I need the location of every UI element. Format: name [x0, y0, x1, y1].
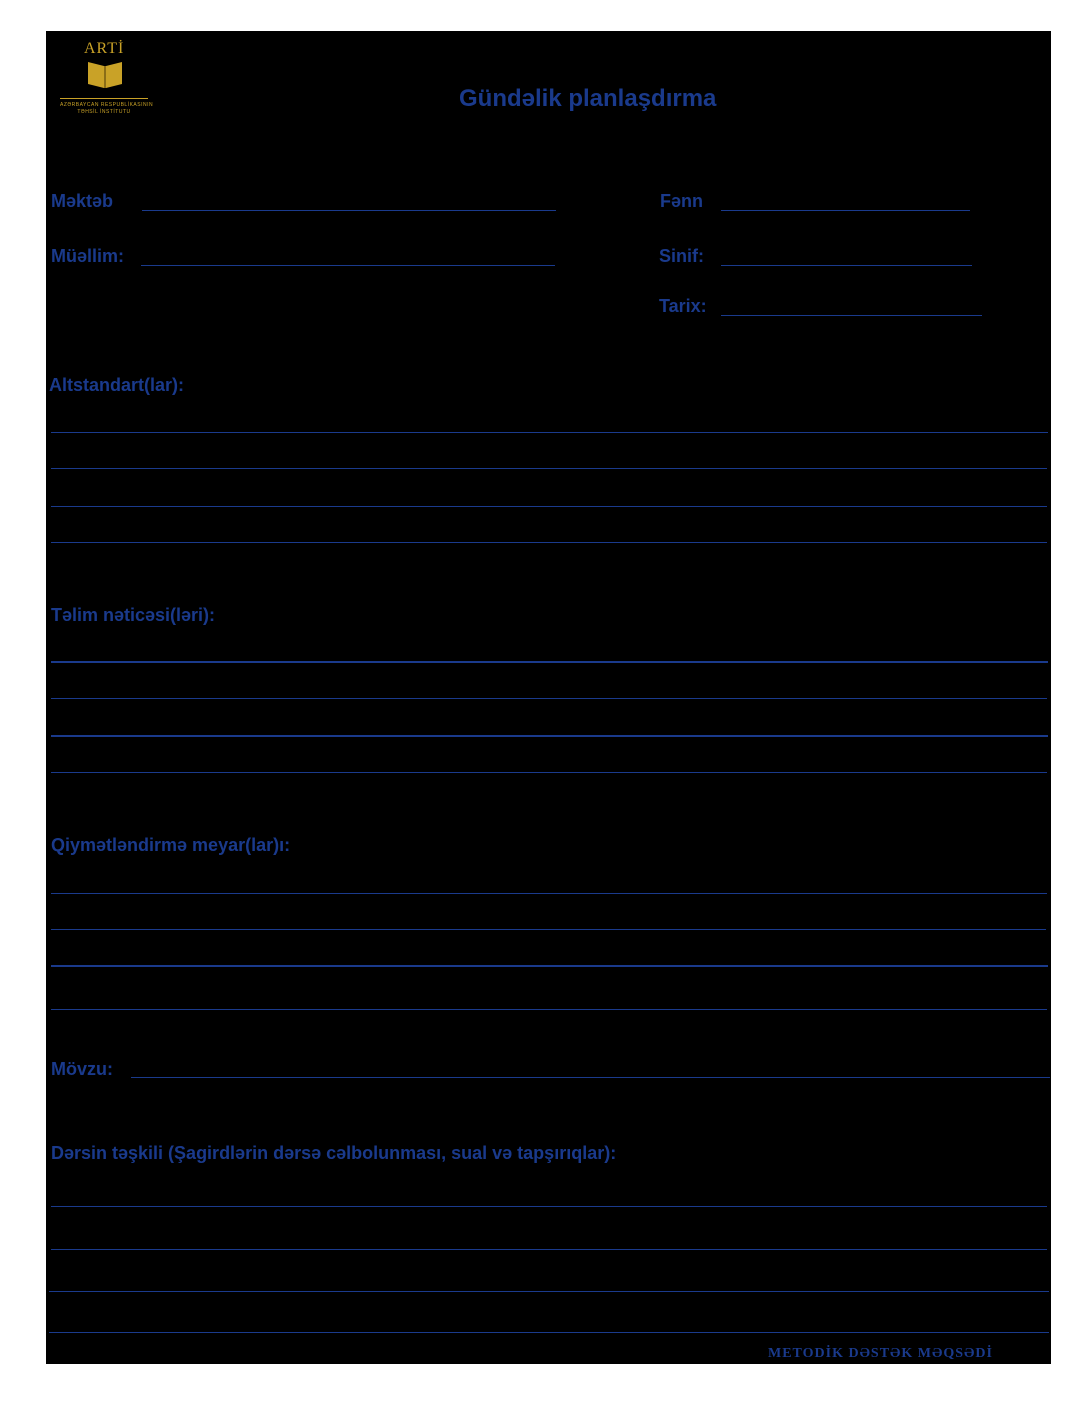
assessment-line-4[interactable]	[51, 1009, 1047, 1010]
page-title: Gündəlik planlaşdırma	[459, 85, 717, 112]
logo-name: ARTİ	[84, 40, 125, 57]
learning-outcomes-line-1[interactable]	[51, 661, 1048, 663]
learning-outcomes-line-4[interactable]	[51, 772, 1047, 773]
arti-logo	[60, 40, 154, 120]
learning-outcomes-line-2[interactable]	[51, 698, 1047, 699]
teacher-label: Müəllim:	[51, 246, 125, 266]
lesson-line-3[interactable]	[49, 1291, 1049, 1292]
learning-outcomes-label: Təlim nəticəsi(ləri):	[51, 605, 216, 625]
footer-text: METODİK DƏSTƏK MƏQSƏDİ	[768, 1346, 993, 1361]
logo-subtitle-1: AZƏRBAYCAN RESPUBLİKASININ	[60, 102, 154, 108]
substandards-label: Altstandart(lar):	[49, 375, 185, 395]
school-field[interactable]	[142, 210, 556, 211]
book-icon	[85, 58, 125, 90]
school-label: Məktəb	[51, 191, 114, 211]
subject-label: Fənn	[660, 191, 703, 211]
teacher-field[interactable]	[141, 265, 555, 266]
logo-subtitle-2: TƏHSİL İNSTİTUTU	[77, 109, 131, 115]
lesson-line-2[interactable]	[51, 1249, 1047, 1250]
class-field[interactable]	[721, 265, 972, 266]
date-label: Tarix:	[659, 296, 707, 316]
class-label: Sinif:	[659, 246, 704, 266]
lesson-organization-label: Dərsin təşkili (Şagirdlərin dərsə cəlbolunması, sual və tapşırıqlar):	[51, 1143, 617, 1163]
substandards-line-3[interactable]	[51, 506, 1047, 507]
substandards-line-4[interactable]	[51, 542, 1047, 543]
subject-field[interactable]	[721, 210, 970, 211]
learning-outcomes-line-3[interactable]	[51, 735, 1048, 737]
assessment-line-1[interactable]	[51, 893, 1047, 894]
assessment-line-3[interactable]	[51, 965, 1048, 967]
substandards-line-2[interactable]	[51, 468, 1047, 469]
date-field[interactable]	[721, 315, 982, 316]
topic-field[interactable]	[131, 1077, 1050, 1078]
lesson-line-4[interactable]	[49, 1332, 1049, 1333]
lesson-line-1[interactable]	[51, 1206, 1047, 1207]
topic-label: Mövzu:	[51, 1059, 113, 1079]
assessment-criteria-label: Qiymətləndirmə meyar(lar)ı:	[51, 835, 291, 855]
substandards-line-1[interactable]	[51, 432, 1048, 433]
assessment-line-2[interactable]	[51, 929, 1046, 930]
logo-underline	[60, 98, 148, 99]
